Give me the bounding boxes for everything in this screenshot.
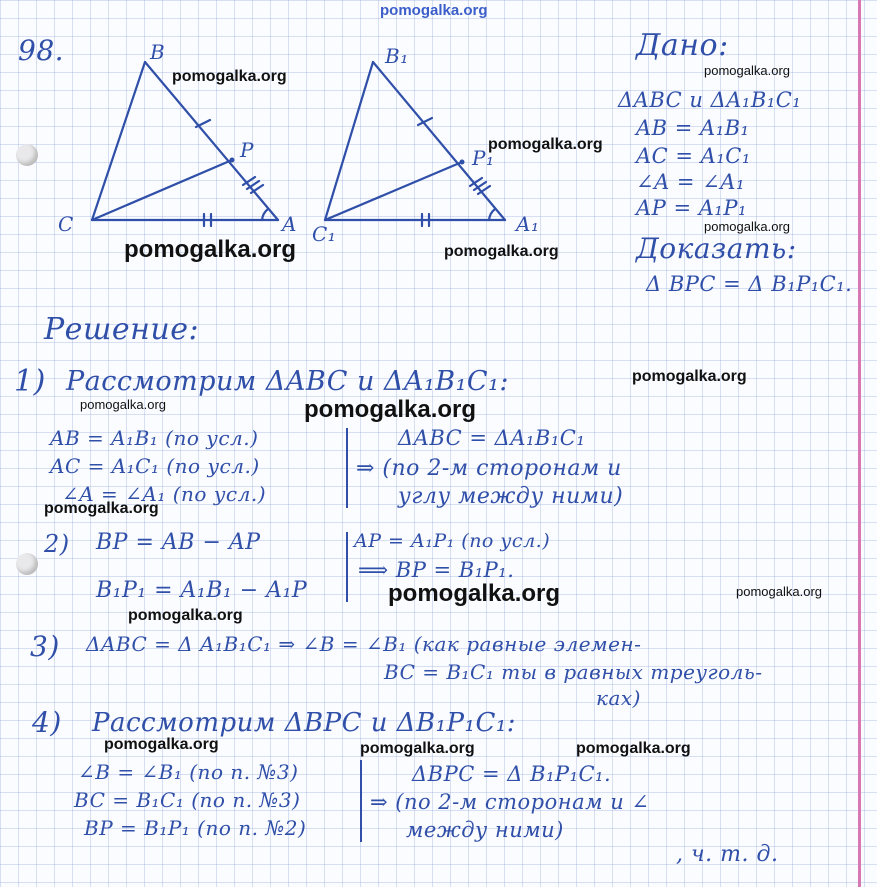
side-b1a1 — [373, 62, 505, 220]
step1-left-line: AC = A₁C₁ (по усл.) — [50, 454, 260, 478]
watermark: pomogalka.org — [704, 63, 790, 78]
watermark: pomogalka.org — [104, 736, 219, 753]
watermark: pomogalka.org — [304, 396, 477, 423]
step4-left-line: BC = B₁C₁ (по п. №3) — [74, 788, 301, 812]
step-number: 3) — [30, 630, 60, 663]
step4-left-line: ∠B = ∠B₁ (по п. №3) — [78, 760, 299, 784]
step4-right-line: ⇒ (по 2-м сторонам и ∠ — [370, 790, 650, 814]
qed-mark: , ч. т. д. — [676, 842, 779, 867]
prove-heading: Доказать: — [636, 232, 797, 265]
segment-c1p1 — [325, 162, 462, 220]
step3-line: BC = B₁C₁ ты в равных треуголь- — [384, 660, 763, 684]
step3-line: ках) — [596, 686, 641, 710]
prove-statement: Δ BPC = Δ B₁P₁C₁. — [646, 272, 853, 296]
step-number: 2) — [44, 530, 70, 558]
given-line: AP = A₁P₁ — [636, 196, 747, 220]
step2-left-line: B₁P₁ = A₁B₁ − A₁P — [96, 578, 308, 603]
given-heading: Дано: — [636, 28, 729, 63]
side-bc — [92, 62, 145, 220]
bracket-line — [346, 532, 348, 602]
watermark: pomogalka.org — [632, 368, 747, 385]
vertex-label-c: C — [58, 212, 74, 236]
vertex-label-p1: P₁ — [472, 146, 495, 170]
watermark: pomogalka.org — [124, 236, 297, 263]
watermark: pomogalka.org — [360, 740, 475, 757]
segment-cp — [92, 160, 232, 220]
step4-title: Рассмотрим ΔBPC и ΔB₁P₁C₁: — [92, 708, 517, 738]
watermark: pomogalka.org — [576, 740, 691, 757]
watermark: pomogalka.org — [44, 500, 159, 517]
watermark: pomogalka.org — [444, 243, 559, 260]
step1-right-line: углу между ними) — [398, 484, 624, 509]
watermark: pomogalka.org — [172, 68, 287, 85]
step1-left-line: AB = A₁B₁ (по усл.) — [50, 426, 259, 450]
vertex-label-b: B — [150, 40, 166, 64]
step-number: 1) — [14, 364, 46, 399]
vertex-label-a1: A₁ — [516, 212, 540, 236]
given-line: AC = A₁C₁ — [636, 144, 751, 168]
watermark: pomogalka.org — [704, 219, 790, 234]
vertex-label-c1: C₁ — [312, 222, 337, 246]
step4-left-line: BP = B₁P₁ (по п. №2) — [84, 816, 307, 840]
step1-left-line: ∠A = ∠A₁ (по усл.) — [62, 482, 267, 506]
step2-right-line: ⟹ BP = B₁P₁. — [358, 558, 515, 582]
solution-heading: Решение: — [44, 312, 200, 347]
bracket-line — [346, 428, 348, 508]
step4-right-line: между ними) — [406, 818, 564, 842]
watermark: pomogalka.org — [388, 580, 561, 607]
step4-right-line: ΔBPC = Δ B₁P₁C₁. — [412, 762, 612, 786]
side-b1c1 — [325, 62, 373, 220]
step2-left-line: BP = AB − AP — [96, 530, 261, 555]
vertex-label-b1: B₁ — [385, 44, 409, 68]
given-line: ΔABC и ΔA₁B₁C₁ — [618, 88, 802, 112]
vertex-label-p: P — [240, 138, 254, 162]
watermark: pomogalka.org — [736, 584, 822, 599]
step3-line: ΔABC = Δ A₁B₁C₁ ⇒ ∠B = ∠B₁ (как равные элемен- — [86, 632, 642, 656]
watermark: pomogalka.org — [80, 397, 166, 412]
bracket-line — [360, 760, 362, 842]
step2-right-line: AP = A₁P₁ (по усл.) — [354, 530, 551, 552]
step1-right-line: ⇒ (по 2-м сторонам и — [356, 456, 622, 481]
watermark: pomogalka.org — [488, 136, 603, 153]
vertex-label-a: A — [282, 212, 297, 236]
step-number: 4) — [32, 706, 62, 739]
step1-right-line: ΔABC = ΔA₁B₁C₁ — [398, 426, 586, 450]
given-line: AB = A₁B₁ — [636, 116, 750, 140]
given-line: ∠A = ∠A₁ — [636, 170, 745, 194]
problem-number: 98. — [18, 34, 65, 67]
step1-title: Рассмотрим ΔABC и ΔA₁B₁C₁: — [66, 366, 510, 397]
site-header[interactable]: pomogalka.org — [380, 2, 488, 19]
watermark: pomogalka.org — [128, 607, 243, 624]
